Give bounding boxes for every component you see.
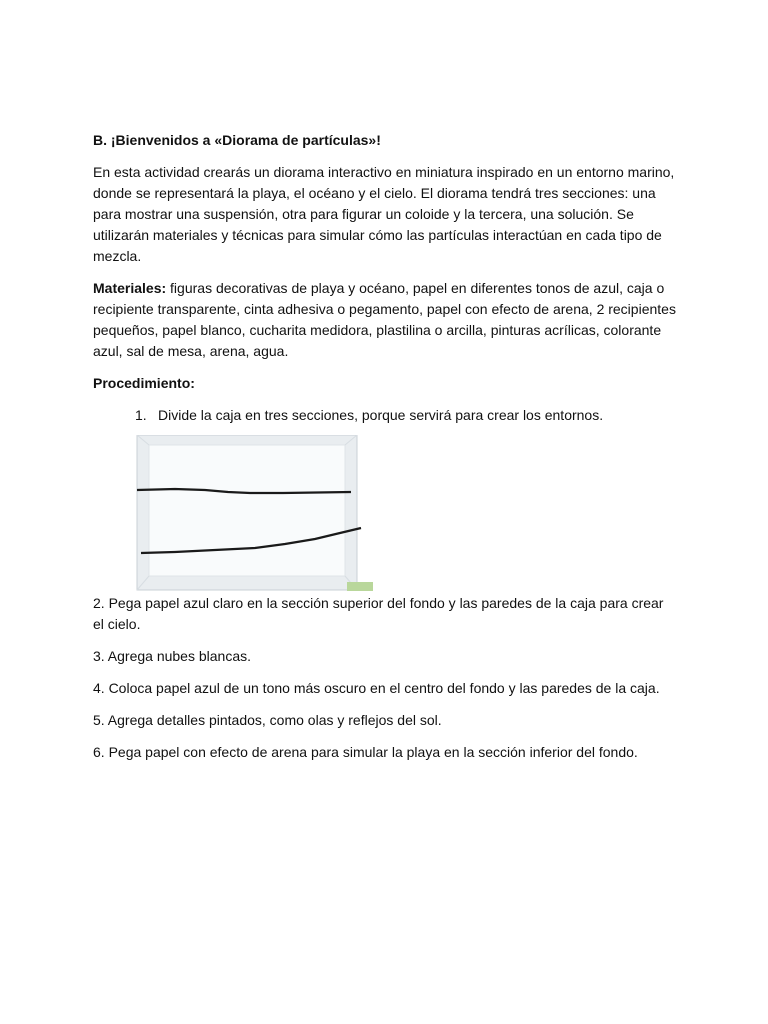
document-title: B. ¡Bienvenidos a «Diorama de partículas»! xyxy=(93,132,381,148)
list-item xyxy=(93,405,678,426)
step-6: 6. Pega papel con efecto de arena para simular la playa en la sección inferior del fondo. xyxy=(93,744,638,760)
step-4: 4. Coloca papel azul de un tono más oscuro en el centro del fondo y las paredes de la caja. xyxy=(93,680,660,696)
procedure-list xyxy=(93,405,678,426)
step-2: 2. Pega papel azul claro en la sección superior del fondo y las paredes de la caja para crear el cielo. xyxy=(93,595,664,632)
intro-paragraph: En esta actividad crearás un diorama interactivo en miniatura inspirado en un entorno marino, donde se representará la playa, el océano y el cielo. El diorama tendrá tres secciones: una para mostrar una suspensión, otra para figurar un coloide y la tercera, una solución. Se utilizarán materiales y técnicas para simular cómo las partículas interactúan en cada tipo de mezcla. xyxy=(93,164,675,264)
list-item-number: 1. xyxy=(135,407,147,423)
materials-text: figuras decorativas de playa y océano, papel en diferentes tonos de azul, caja o recipiente transparente, cinta adhesiva o pegamento, papel con efecto de arena, 2 recipientes pequeños, papel blanco, cucharita medidora, plastilina o arcilla, pinturas acrílicas, colorante azul, sal de mesa, arena, agua. xyxy=(93,280,676,359)
document-page xyxy=(93,130,678,774)
step-5: 5. Agrega detalles pintados, como olas y reflejos del sol. xyxy=(93,712,442,728)
divided-box-illustration xyxy=(115,435,375,593)
list-item-text: Divide la caja en tres secciones, porque servirá para crear los entornos. xyxy=(158,407,604,423)
materials-label: Materiales: xyxy=(93,280,167,296)
step-3: 3. Agrega nubes blancas. xyxy=(93,648,252,664)
procedure-label: Procedimiento: xyxy=(93,375,195,391)
materials-paragraph xyxy=(93,278,678,362)
box-divided-icon xyxy=(115,435,375,593)
